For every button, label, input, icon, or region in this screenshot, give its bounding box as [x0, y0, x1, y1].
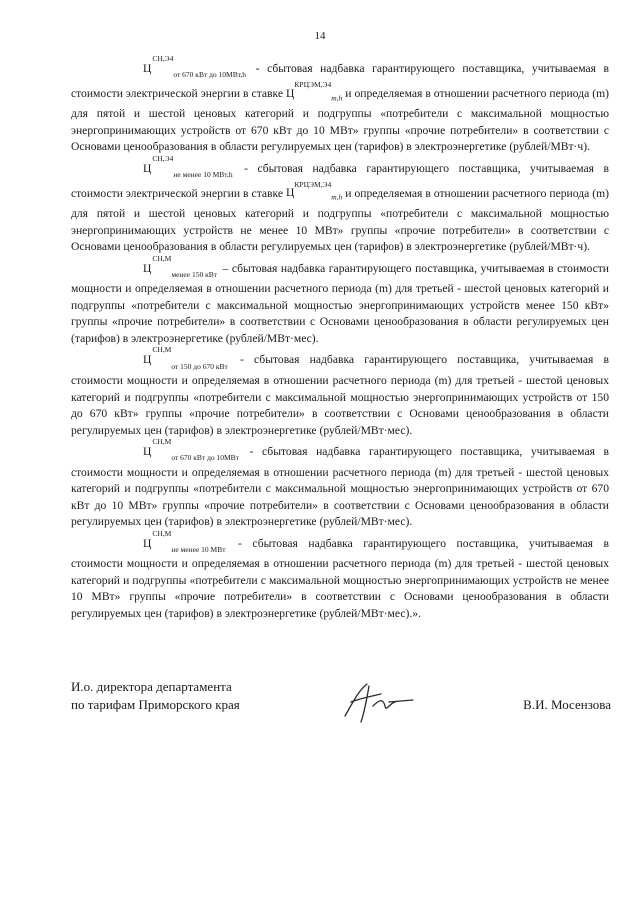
paragraph-text: – сбытовая надбавка гарантирующего поставщика, учитываемая в стоимости мощности и определяемая в отношении расчетного периода (m) для третьей - шестой ценовых категорий и подгруппы «потребители с максимальной мощностью энергопринимающих устройств менее 150 кВт» группы «прочие потребители» в соответствии с Основами ценообразования в области регулируемых цен (тарифов) в электроэнергетике (рублей/МВт·мес). — [71, 261, 609, 345]
paragraph-energy-670-10mw — [71, 54, 609, 156]
signatory-position-line-2: по тарифам Приморского края — [71, 697, 240, 712]
paragraph-text: - сбытовая надбавка гарантирующего поставщика, учитываемая в стоимости мощности и определяемая в отношении расчетного периода (m) для третьей - шестой ценовых категорий и подгруппы «потребители с максимальной мощностью энергопринимающих устройств от 670 кВт до 10 МВт» группы «прочие потребители» в соответствии с Основами ценообразования в области регулируемых цен (тарифов) в электроэнергетике (рублей/МВт·мес). — [71, 444, 609, 529]
signatory-position — [71, 678, 240, 714]
paragraph-capacity-150kw — [71, 253, 609, 348]
signatory-name: В.И. Мосензова — [523, 697, 611, 712]
paragraph-text: - сбытовая надбавка гарантирующего поставщика, учитываемая в стоимости мощности и определяемая в отношении расчетного периода (m) для третьей - шестой ценовых категорий и подгруппы «потребители с максимальной мощностью энергопринимающих устройств не менее 10 МВт» группы «прочие потребители» в соответствии с Основами ценообразования в области регулируемых цен (тарифов) в электроэнергетике (рублей/МВт·мес).». — [71, 536, 609, 620]
signature-block — [71, 678, 611, 738]
tariff-symbol: $Ц^{СН,М}_{от 670 кВт до 10МВт}$ — [143, 437, 239, 463]
tariff-symbol: $Ц^{СН,М}_{менее 150 кВт}$ — [143, 253, 218, 279]
paragraph-text: - сбытовая надбавка гарантирующего поставщика, учитываемая в стоимости электрической энергии в ставке — [71, 161, 609, 200]
tariff-symbol: $Ц^{СН,Э4}_{не менее 10 МВт,h}$ — [143, 153, 233, 180]
paragraph-text: и определяемая в отношении расчетного периода (m) для пятой и шестой ценовых категорий и подгруппы «потребители с максимальной мощностью энергопринимающих устройств от 670 кВт до 10 МВт» группы «прочие потребители» в соответствии с Основами ценообразования в области регулируемых цен (тарифов) в электроэнергетике (рублей/МВт·ч). — [71, 86, 609, 154]
tariff-symbol: $Ц^{СН,М}_{не менее 10 МВт}$ — [143, 528, 226, 554]
paragraph-capacity-150-670kw — [71, 345, 609, 439]
signatory-position-line-1: И.о. директора департамента — [71, 679, 232, 694]
paragraph-text: и определяемая в отношении расчетного периода (m) для пятой и шестой ценовых категорий и подгруппы «потребители с максимальной мощностью энергопринимающих устройств не менее 10 МВт» группы «прочие потребители» в соответствии с Основами ценообразования в области регулируемых цен (тарифов) в электроэнергетике (рублей/МВт·ч). — [71, 186, 609, 254]
handwritten-signature — [339, 676, 419, 726]
tariff-symbol: $Ц^{СН,Э4}_{от 670 кВт до 10МВт,h}$ — [143, 54, 247, 80]
inline-tariff-symbol: $Ц^{КРЦЭМ,Э4}_{m,h}$ — [286, 79, 343, 102]
paragraph-capacity-670-10mw — [71, 437, 609, 531]
paragraph-text: - сбытовая надбавка гарантирующего поставщика, учитываемая в стоимости мощности и определяемая в отношении расчетного периода (m) для третьей - шестой ценовых категорий и подгруппы «потребители с максимальной мощностью энергопринимающих устройств от 150 до 670 кВт» группы «прочие потребители» в соответствии с Основами ценообразования в области регулируемых цен (тарифов) в электроэнергетике (рублей/МВт·мес). — [71, 353, 609, 437]
tariff-symbol: $Ц^{СН,М}_{от 150 до 670 кВт}$ — [143, 345, 228, 371]
paragraph-capacity-10mw — [71, 528, 609, 623]
page-number: 14 — [314, 30, 326, 42]
document-body — [71, 54, 609, 623]
paragraph-text: - сбытовая надбавка гарантирующего поставщика, учитываемая в стоимости электрической энергии в ставке — [71, 61, 609, 100]
inline-tariff-symbol: $Ц^{КРЦЭМ,Э4}_{m,h}$ — [286, 179, 343, 202]
paragraph-energy-10mw — [71, 153, 609, 256]
